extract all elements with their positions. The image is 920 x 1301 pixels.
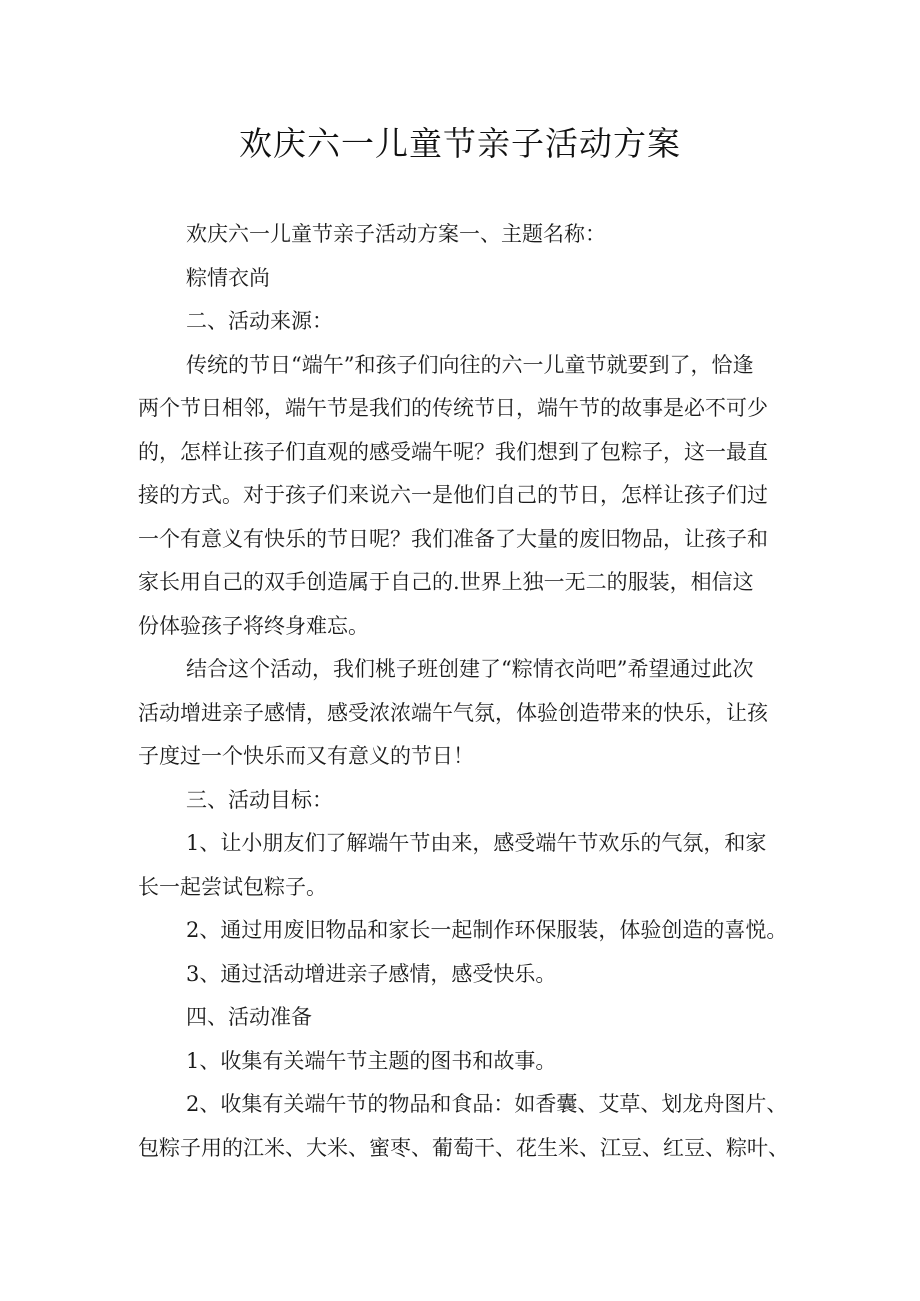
text-line: 活动增进亲子感情，感受浓浓端午气氛，体验创造带来的快乐，让孩 — [138, 700, 768, 725]
text-line: 欢庆六一儿童节亲子活动方案一、主题名称： — [186, 222, 606, 246]
text-line: 包粽子用的江米、大米、蜜枣、葡萄干、花生米、江豆、红豆、粽叶、 — [138, 1135, 789, 1160]
text-line: 份体验孩子将终身难忘。 — [138, 613, 369, 638]
text-line: 二、活动来源： — [186, 309, 333, 333]
text-line: 三、活动目标： — [186, 787, 333, 812]
text-line: 2、收集有关端午节的物品和食品：如香囊、艾草、划龙舟图片、 — [186, 1092, 788, 1116]
document-body — [138, 213, 798, 1170]
text-line: 1、让小朋友们了解端午节由来，感受端午节欢乐的气氛，和家 — [186, 831, 767, 855]
text-line: 家长用自己的双手创造属于自己的.世界上独一无二的服装，相信这 — [138, 570, 754, 594]
text-line: 的，怎样让孩子们直观的感受端午呢？我们想到了包粽子，这一最直 — [138, 439, 768, 464]
text-line: 一个有意义有快乐的节日呢？我们准备了大量的废旧物品，让孩子和 — [138, 526, 768, 551]
text-line: 2、通过用废旧物品和家长一起制作环保服装，体验创造的喜悦。 — [186, 918, 788, 942]
text-line: 接的方式。对于孩子们来说六一是他们自己的节日，怎样让孩子们过 — [138, 483, 768, 507]
text-line: 长一起尝试包粽子。 — [138, 874, 327, 899]
text-line: 四、活动准备 — [186, 1005, 312, 1029]
text-line: 结合这个活动，我们桃子班创建了“粽情衣尚吧”希望通过此次 — [186, 657, 754, 681]
text-line: 子度过一个快乐而又有意义的节日！ — [138, 744, 474, 768]
text-line: 1、收集有关端午节主题的图书和故事。 — [186, 1048, 557, 1073]
text-line: 3、通过活动增进亲子感情，感受快乐。 — [186, 961, 557, 986]
document-title: 欢庆六一儿童节亲子活动方案 — [239, 124, 681, 163]
text-line: 粽情衣尚 — [186, 265, 270, 290]
text-line: 传统的节日“端午”和孩子们向往的六一儿童节就要到了，恰逢 — [186, 352, 754, 377]
text-line: 两个节日相邻，端午节是我们的传统节日，端午节的故事是必不可少 — [138, 396, 768, 420]
